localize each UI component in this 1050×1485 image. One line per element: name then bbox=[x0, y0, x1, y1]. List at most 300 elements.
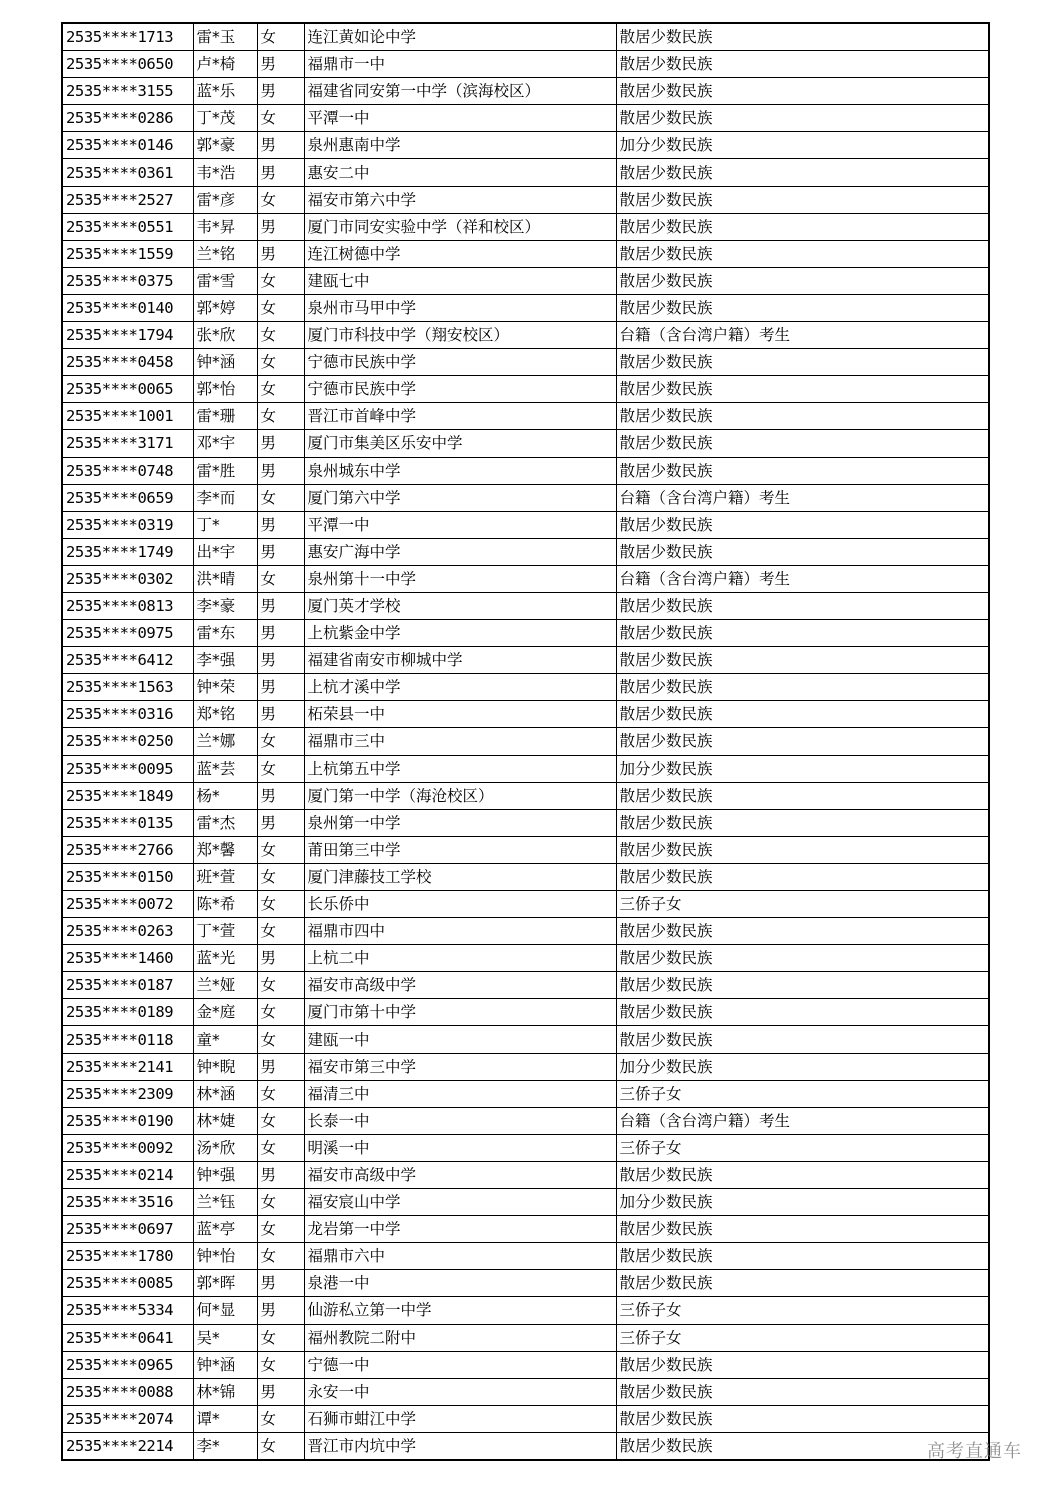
gender-cell: 男 bbox=[257, 782, 304, 809]
school-cell: 泉州第十一中学 bbox=[304, 565, 616, 592]
gender-cell: 男 bbox=[257, 1270, 304, 1297]
category-cell: 三侨子女 bbox=[616, 1134, 989, 1161]
category-cell: 散居少数民族 bbox=[616, 1243, 989, 1270]
exam-number-cell: 2535****1559 bbox=[62, 240, 193, 267]
school-cell: 泉州城东中学 bbox=[304, 457, 616, 484]
table-row bbox=[62, 511, 989, 538]
table-row bbox=[62, 1134, 989, 1161]
category-cell: 散居少数民族 bbox=[616, 972, 989, 999]
table-row bbox=[62, 457, 989, 484]
exam-number-cell: 2535****0650 bbox=[62, 51, 193, 78]
exam-number-cell: 2535****0187 bbox=[62, 972, 193, 999]
gender-cell: 男 bbox=[257, 159, 304, 186]
school-cell: 泉州惠南中学 bbox=[304, 132, 616, 159]
name-cell: 钟*怡 bbox=[193, 1243, 257, 1270]
school-cell: 泉港一中 bbox=[304, 1270, 616, 1297]
name-cell: 兰*娜 bbox=[193, 728, 257, 755]
exam-number-cell: 2535****0092 bbox=[62, 1134, 193, 1161]
name-cell: 雷*雪 bbox=[193, 267, 257, 294]
school-cell: 泉州第一中学 bbox=[304, 809, 616, 836]
school-cell: 福安市第三中学 bbox=[304, 1053, 616, 1080]
exam-number-cell: 2535****1749 bbox=[62, 538, 193, 565]
table-row bbox=[62, 1324, 989, 1351]
table-row bbox=[62, 538, 989, 565]
category-cell: 台籍（含台湾户籍）考生 bbox=[616, 1107, 989, 1134]
name-cell: 钟*荣 bbox=[193, 674, 257, 701]
table-row bbox=[62, 863, 989, 890]
name-cell: 韦*浩 bbox=[193, 159, 257, 186]
category-cell: 散居少数民族 bbox=[616, 403, 989, 430]
category-cell: 散居少数民族 bbox=[616, 1161, 989, 1188]
table-row bbox=[62, 592, 989, 619]
school-cell: 长泰一中 bbox=[304, 1107, 616, 1134]
gender-cell: 女 bbox=[257, 755, 304, 782]
name-cell: 雷*珊 bbox=[193, 403, 257, 430]
name-cell: 郭*晖 bbox=[193, 1270, 257, 1297]
school-cell: 永安一中 bbox=[304, 1378, 616, 1405]
name-cell: 郭*豪 bbox=[193, 132, 257, 159]
table-row bbox=[62, 105, 989, 132]
exam-number-cell: 2535****0095 bbox=[62, 755, 193, 782]
table-row bbox=[62, 782, 989, 809]
table-row bbox=[62, 430, 989, 457]
category-cell: 散居少数民族 bbox=[616, 430, 989, 457]
gender-cell: 女 bbox=[257, 294, 304, 321]
school-cell: 上杭才溪中学 bbox=[304, 674, 616, 701]
exam-number-cell: 2535****1001 bbox=[62, 403, 193, 430]
name-cell: 丁*茂 bbox=[193, 105, 257, 132]
category-cell: 散居少数民族 bbox=[616, 376, 989, 403]
category-cell: 散居少数民族 bbox=[616, 809, 989, 836]
table-row bbox=[62, 23, 989, 51]
gender-cell: 女 bbox=[257, 186, 304, 213]
category-cell: 散居少数民族 bbox=[616, 240, 989, 267]
name-cell: 郭*婷 bbox=[193, 294, 257, 321]
exam-number-cell: 2535****0659 bbox=[62, 484, 193, 511]
exam-number-cell: 2535****3171 bbox=[62, 430, 193, 457]
category-cell: 散居少数民族 bbox=[616, 674, 989, 701]
name-cell: 雷*东 bbox=[193, 620, 257, 647]
gender-cell: 女 bbox=[257, 23, 304, 51]
table-row bbox=[62, 836, 989, 863]
name-cell: 韦*昇 bbox=[193, 213, 257, 240]
name-cell: 雷*彦 bbox=[193, 186, 257, 213]
category-cell: 散居少数民族 bbox=[616, 782, 989, 809]
category-cell: 散居少数民族 bbox=[616, 457, 989, 484]
table-row bbox=[62, 1161, 989, 1188]
exam-number-cell: 2535****0975 bbox=[62, 620, 193, 647]
table-row bbox=[62, 132, 989, 159]
name-cell: 郑*铭 bbox=[193, 701, 257, 728]
category-cell: 加分少数民族 bbox=[616, 1053, 989, 1080]
table-row bbox=[62, 1107, 989, 1134]
school-cell: 平潭一中 bbox=[304, 105, 616, 132]
name-cell: 李* bbox=[193, 1432, 257, 1460]
exam-number-cell: 2535****0319 bbox=[62, 511, 193, 538]
table-row bbox=[62, 565, 989, 592]
table-body bbox=[62, 23, 989, 1460]
table-row bbox=[62, 755, 989, 782]
category-cell: 散居少数民族 bbox=[616, 1432, 989, 1460]
school-cell: 厦门英才学校 bbox=[304, 592, 616, 619]
exam-number-cell: 2535****1460 bbox=[62, 945, 193, 972]
school-cell: 厦门市第十中学 bbox=[304, 999, 616, 1026]
table-row bbox=[62, 945, 989, 972]
exam-number-cell: 2535****0361 bbox=[62, 159, 193, 186]
table-row bbox=[62, 1351, 989, 1378]
name-cell: 钟*强 bbox=[193, 1161, 257, 1188]
school-cell: 龙岩第一中学 bbox=[304, 1216, 616, 1243]
name-cell: 谭* bbox=[193, 1405, 257, 1432]
school-cell: 福州教院二附中 bbox=[304, 1324, 616, 1351]
school-cell: 福建省南安市柳城中学 bbox=[304, 647, 616, 674]
name-cell: 雷*玉 bbox=[193, 23, 257, 51]
gender-cell: 男 bbox=[257, 1378, 304, 1405]
gender-cell: 男 bbox=[257, 51, 304, 78]
category-cell: 散居少数民族 bbox=[616, 213, 989, 240]
table-row bbox=[62, 1080, 989, 1107]
exam-number-cell: 2535****2141 bbox=[62, 1053, 193, 1080]
school-cell: 晋江市首峰中学 bbox=[304, 403, 616, 430]
exam-number-cell: 2535****2074 bbox=[62, 1405, 193, 1432]
exam-number-cell: 2535****0214 bbox=[62, 1161, 193, 1188]
gender-cell: 女 bbox=[257, 836, 304, 863]
name-cell: 钟*睨 bbox=[193, 1053, 257, 1080]
category-cell: 加分少数民族 bbox=[616, 1189, 989, 1216]
school-cell: 福安市高级中学 bbox=[304, 1161, 616, 1188]
exam-number-cell: 2535****0965 bbox=[62, 1351, 193, 1378]
table-row bbox=[62, 972, 989, 999]
gender-cell: 女 bbox=[257, 1351, 304, 1378]
table-row bbox=[62, 1026, 989, 1053]
category-cell: 散居少数民族 bbox=[616, 267, 989, 294]
exam-number-cell: 2535****1713 bbox=[62, 23, 193, 51]
gender-cell: 女 bbox=[257, 484, 304, 511]
gender-cell: 女 bbox=[257, 1134, 304, 1161]
category-cell: 散居少数民族 bbox=[616, 701, 989, 728]
school-cell: 厦门津藤技工学校 bbox=[304, 863, 616, 890]
school-cell: 莆田第三中学 bbox=[304, 836, 616, 863]
gender-cell: 男 bbox=[257, 511, 304, 538]
table-row bbox=[62, 1053, 989, 1080]
exam-number-cell: 2535****0302 bbox=[62, 565, 193, 592]
school-cell: 惠安二中 bbox=[304, 159, 616, 186]
name-cell: 钟*涵 bbox=[193, 1351, 257, 1378]
gender-cell: 男 bbox=[257, 647, 304, 674]
gender-cell: 男 bbox=[257, 430, 304, 457]
exam-number-cell: 2535****0697 bbox=[62, 1216, 193, 1243]
category-cell: 散居少数民族 bbox=[616, 1378, 989, 1405]
category-cell: 散居少数民族 bbox=[616, 1216, 989, 1243]
table-row bbox=[62, 1378, 989, 1405]
name-cell: 李*而 bbox=[193, 484, 257, 511]
school-cell: 厦门市同安实验中学（祥和校区） bbox=[304, 213, 616, 240]
school-cell: 厦门第一中学（海沧校区） bbox=[304, 782, 616, 809]
gender-cell: 女 bbox=[257, 1189, 304, 1216]
exam-number-cell: 2535****0286 bbox=[62, 105, 193, 132]
exam-number-cell: 2535****5334 bbox=[62, 1297, 193, 1324]
name-cell: 杨* bbox=[193, 782, 257, 809]
exam-number-cell: 2535****0190 bbox=[62, 1107, 193, 1134]
exam-number-cell: 2535****6412 bbox=[62, 647, 193, 674]
name-cell: 林*锦 bbox=[193, 1378, 257, 1405]
category-cell: 散居少数民族 bbox=[616, 1270, 989, 1297]
category-cell: 散居少数民族 bbox=[616, 863, 989, 890]
category-cell: 散居少数民族 bbox=[616, 836, 989, 863]
name-cell: 金*庭 bbox=[193, 999, 257, 1026]
name-cell: 郑*馨 bbox=[193, 836, 257, 863]
category-cell: 散居少数民族 bbox=[616, 78, 989, 105]
exam-number-cell: 2535****3155 bbox=[62, 78, 193, 105]
gender-cell: 女 bbox=[257, 403, 304, 430]
gender-cell: 男 bbox=[257, 1161, 304, 1188]
school-cell: 连江黄如论中学 bbox=[304, 23, 616, 51]
gender-cell: 女 bbox=[257, 1080, 304, 1107]
exam-number-cell: 2535****0189 bbox=[62, 999, 193, 1026]
table-row bbox=[62, 403, 989, 430]
table-row bbox=[62, 891, 989, 918]
school-cell: 上杭紫金中学 bbox=[304, 620, 616, 647]
name-cell: 汤*欣 bbox=[193, 1134, 257, 1161]
exam-number-cell: 2535****1780 bbox=[62, 1243, 193, 1270]
gender-cell: 女 bbox=[257, 376, 304, 403]
category-cell: 三侨子女 bbox=[616, 1080, 989, 1107]
table-row bbox=[62, 620, 989, 647]
gender-cell: 男 bbox=[257, 457, 304, 484]
gender-cell: 女 bbox=[257, 863, 304, 890]
exam-number-cell: 2535****0748 bbox=[62, 457, 193, 484]
table-row bbox=[62, 349, 989, 376]
exam-number-cell: 2535****0641 bbox=[62, 1324, 193, 1351]
gender-cell: 女 bbox=[257, 349, 304, 376]
school-cell: 厦门市科技中学（翔安校区） bbox=[304, 322, 616, 349]
category-cell: 散居少数民族 bbox=[616, 647, 989, 674]
category-cell: 散居少数民族 bbox=[616, 999, 989, 1026]
gender-cell: 女 bbox=[257, 1432, 304, 1460]
gender-cell: 男 bbox=[257, 945, 304, 972]
name-cell: 班*萱 bbox=[193, 863, 257, 890]
gender-cell: 女 bbox=[257, 1405, 304, 1432]
school-cell: 福鼎市四中 bbox=[304, 918, 616, 945]
gender-cell: 女 bbox=[257, 999, 304, 1026]
name-cell: 张*欣 bbox=[193, 322, 257, 349]
exam-number-cell: 2535****2214 bbox=[62, 1432, 193, 1460]
category-cell: 散居少数民族 bbox=[616, 538, 989, 565]
gender-cell: 男 bbox=[257, 620, 304, 647]
category-cell: 三侨子女 bbox=[616, 891, 989, 918]
category-cell: 散居少数民族 bbox=[616, 51, 989, 78]
name-cell: 丁* bbox=[193, 511, 257, 538]
name-cell: 童* bbox=[193, 1026, 257, 1053]
exam-number-cell: 2535****0135 bbox=[62, 809, 193, 836]
gender-cell: 男 bbox=[257, 213, 304, 240]
gender-cell: 女 bbox=[257, 972, 304, 999]
category-cell: 散居少数民族 bbox=[616, 1351, 989, 1378]
school-cell: 宁德市民族中学 bbox=[304, 349, 616, 376]
exam-number-cell: 2535****0813 bbox=[62, 592, 193, 619]
name-cell: 吴* bbox=[193, 1324, 257, 1351]
school-cell: 福鼎市六中 bbox=[304, 1243, 616, 1270]
category-cell: 散居少数民族 bbox=[616, 511, 989, 538]
exam-number-cell: 2535****2527 bbox=[62, 186, 193, 213]
name-cell: 卢*椅 bbox=[193, 51, 257, 78]
gender-cell: 女 bbox=[257, 565, 304, 592]
table-row bbox=[62, 484, 989, 511]
table-row bbox=[62, 728, 989, 755]
table-row bbox=[62, 213, 989, 240]
school-cell: 晋江市内坑中学 bbox=[304, 1432, 616, 1460]
school-cell: 福建省同安第一中学（滨海校区） bbox=[304, 78, 616, 105]
exam-number-cell: 2535****2309 bbox=[62, 1080, 193, 1107]
exam-number-cell: 2535****0085 bbox=[62, 1270, 193, 1297]
name-cell: 蓝*亭 bbox=[193, 1216, 257, 1243]
name-cell: 兰*钰 bbox=[193, 1189, 257, 1216]
category-cell: 散居少数民族 bbox=[616, 105, 989, 132]
category-cell: 加分少数民族 bbox=[616, 755, 989, 782]
name-cell: 雷*杰 bbox=[193, 809, 257, 836]
gender-cell: 男 bbox=[257, 809, 304, 836]
gender-cell: 女 bbox=[257, 105, 304, 132]
exam-number-cell: 2535****0250 bbox=[62, 728, 193, 755]
table-row bbox=[62, 1405, 989, 1432]
school-cell: 福安宸山中学 bbox=[304, 1189, 616, 1216]
school-cell: 上杭二中 bbox=[304, 945, 616, 972]
gender-cell: 男 bbox=[257, 78, 304, 105]
table-row bbox=[62, 1297, 989, 1324]
table-row bbox=[62, 240, 989, 267]
category-cell: 散居少数民族 bbox=[616, 1026, 989, 1053]
gender-cell: 女 bbox=[257, 918, 304, 945]
exam-number-cell: 2535****0072 bbox=[62, 891, 193, 918]
category-cell: 散居少数民族 bbox=[616, 23, 989, 51]
category-cell: 散居少数民族 bbox=[616, 620, 989, 647]
gender-cell: 女 bbox=[257, 1026, 304, 1053]
exam-number-cell: 2535****0375 bbox=[62, 267, 193, 294]
school-cell: 福安市第六中学 bbox=[304, 186, 616, 213]
student-list-table bbox=[61, 22, 990, 1461]
school-cell: 石狮市蚶江中学 bbox=[304, 1405, 616, 1432]
school-cell: 泉州市马甲中学 bbox=[304, 294, 616, 321]
table-row bbox=[62, 376, 989, 403]
gender-cell: 男 bbox=[257, 538, 304, 565]
exam-number-cell: 2535****0140 bbox=[62, 294, 193, 321]
name-cell: 出*宇 bbox=[193, 538, 257, 565]
category-cell: 三侨子女 bbox=[616, 1324, 989, 1351]
gender-cell: 男 bbox=[257, 1297, 304, 1324]
name-cell: 钟*涵 bbox=[193, 349, 257, 376]
gender-cell: 男 bbox=[257, 240, 304, 267]
table-row bbox=[62, 809, 989, 836]
category-cell: 散居少数民族 bbox=[616, 349, 989, 376]
gender-cell: 女 bbox=[257, 322, 304, 349]
name-cell: 李*豪 bbox=[193, 592, 257, 619]
exam-number-cell: 2535****0458 bbox=[62, 349, 193, 376]
category-cell: 散居少数民族 bbox=[616, 945, 989, 972]
table-row bbox=[62, 999, 989, 1026]
category-cell: 散居少数民族 bbox=[616, 592, 989, 619]
name-cell: 蓝*光 bbox=[193, 945, 257, 972]
name-cell: 郭*怡 bbox=[193, 376, 257, 403]
school-cell: 明溪一中 bbox=[304, 1134, 616, 1161]
name-cell: 丁*萱 bbox=[193, 918, 257, 945]
school-cell: 连江树德中学 bbox=[304, 240, 616, 267]
table-row bbox=[62, 701, 989, 728]
name-cell: 林*涵 bbox=[193, 1080, 257, 1107]
exam-number-cell: 2535****0316 bbox=[62, 701, 193, 728]
table-row bbox=[62, 1432, 989, 1460]
exam-number-cell: 2535****0263 bbox=[62, 918, 193, 945]
name-cell: 何*显 bbox=[193, 1297, 257, 1324]
name-cell: 洪*晴 bbox=[193, 565, 257, 592]
gender-cell: 男 bbox=[257, 132, 304, 159]
gender-cell: 男 bbox=[257, 592, 304, 619]
gender-cell: 女 bbox=[257, 728, 304, 755]
school-cell: 上杭第五中学 bbox=[304, 755, 616, 782]
category-cell: 台籍（含台湾户籍）考生 bbox=[616, 484, 989, 511]
name-cell: 林*婕 bbox=[193, 1107, 257, 1134]
watermark: 高考直通车 bbox=[927, 1441, 1022, 1462]
table-row bbox=[62, 1216, 989, 1243]
school-cell: 福鼎市一中 bbox=[304, 51, 616, 78]
table-row bbox=[62, 1189, 989, 1216]
school-cell: 福安市高级中学 bbox=[304, 972, 616, 999]
table-row bbox=[62, 918, 989, 945]
table-row bbox=[62, 51, 989, 78]
gender-cell: 女 bbox=[257, 1107, 304, 1134]
name-cell: 兰*铭 bbox=[193, 240, 257, 267]
category-cell: 台籍（含台湾户籍）考生 bbox=[616, 565, 989, 592]
table-row bbox=[62, 322, 989, 349]
table-row bbox=[62, 294, 989, 321]
category-cell: 散居少数民族 bbox=[616, 918, 989, 945]
exam-number-cell: 2535****0118 bbox=[62, 1026, 193, 1053]
school-cell: 福清三中 bbox=[304, 1080, 616, 1107]
category-cell: 台籍（含台湾户籍）考生 bbox=[616, 322, 989, 349]
name-cell: 邓*宇 bbox=[193, 430, 257, 457]
school-cell: 惠安广海中学 bbox=[304, 538, 616, 565]
school-cell: 建瓯一中 bbox=[304, 1026, 616, 1053]
category-cell: 散居少数民族 bbox=[616, 159, 989, 186]
school-cell: 宁德一中 bbox=[304, 1351, 616, 1378]
category-cell: 散居少数民族 bbox=[616, 294, 989, 321]
table-row bbox=[62, 186, 989, 213]
gender-cell: 女 bbox=[257, 891, 304, 918]
exam-number-cell: 2535****0551 bbox=[62, 213, 193, 240]
exam-number-cell: 2535****0065 bbox=[62, 376, 193, 403]
gender-cell: 女 bbox=[257, 1243, 304, 1270]
category-cell: 散居少数民族 bbox=[616, 728, 989, 755]
gender-cell: 女 bbox=[257, 1216, 304, 1243]
school-cell: 厦门市集美区乐安中学 bbox=[304, 430, 616, 457]
name-cell: 蓝*乐 bbox=[193, 78, 257, 105]
school-cell: 仙游私立第一中学 bbox=[304, 1297, 616, 1324]
school-cell: 平潭一中 bbox=[304, 511, 616, 538]
exam-number-cell: 2535****0146 bbox=[62, 132, 193, 159]
table-row bbox=[62, 78, 989, 105]
school-cell: 长乐侨中 bbox=[304, 891, 616, 918]
table-row bbox=[62, 1270, 989, 1297]
name-cell: 李*强 bbox=[193, 647, 257, 674]
table-row bbox=[62, 1243, 989, 1270]
exam-number-cell: 2535****2766 bbox=[62, 836, 193, 863]
table-row bbox=[62, 159, 989, 186]
exam-number-cell: 2535****0150 bbox=[62, 863, 193, 890]
school-cell: 建瓯七中 bbox=[304, 267, 616, 294]
exam-number-cell: 2535****3516 bbox=[62, 1189, 193, 1216]
gender-cell: 女 bbox=[257, 1324, 304, 1351]
school-cell: 柘荣县一中 bbox=[304, 701, 616, 728]
category-cell: 散居少数民族 bbox=[616, 186, 989, 213]
